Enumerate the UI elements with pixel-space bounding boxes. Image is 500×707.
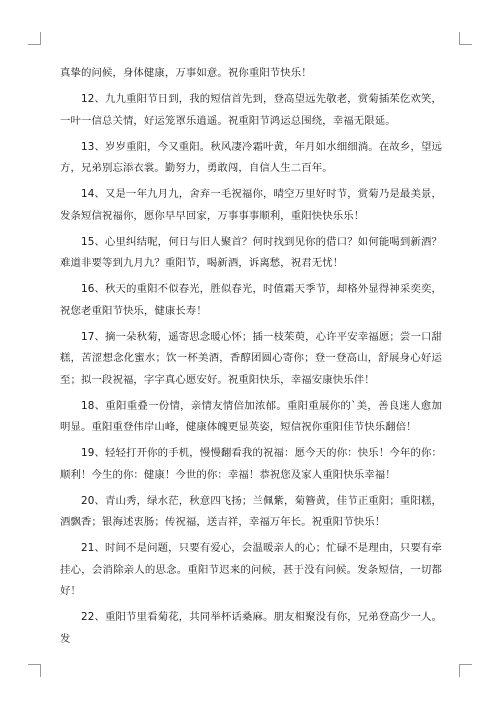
corner-mark-bottom-right <box>459 664 472 665</box>
paragraph: 18、重阳重叠一份情，亲情友情倍加浓郁。重阳重展你的`美，善良迷人愈加明显。重阳重登伟岸山峰，健康体魄更显英姿，短信祝你重阳佳节快乐翻倍！ <box>60 399 442 433</box>
paragraph: 14、又是一年九月九，舍弃一毛祝福你，晴空万里好时节，赏菊乃是最美景，发条短信祝福你，愿你早早回家，万事事事顺利，重阳快快乐乐！ <box>60 188 442 222</box>
corner-mark-bottom-left <box>40 664 41 677</box>
paragraph: 17、摘一朵秋菊，遥寄思念暖心怀；插一枝茱萸，心许平安幸福愿；尝一口甜糕，苦涩想念化蜜水；饮一杯美酒，香醇团圆心寄你；登一登高山，舒展身心好运至；拟一段祝福，字字真心愿安好。祝重阳快乐，幸福安康快乐伴！ <box>60 330 442 386</box>
corner-mark-top-right <box>459 32 460 45</box>
paragraph: 15、心里纠结呢，何日与旧人聚首？何时找到见你的借口？如何能喝到新酒？难道非要等到九月九？重阳节，喝新酒，诉离愁，祝君无忧！ <box>60 235 442 269</box>
paragraph: 12、九九重阳节日到，我的短信首先到，登高望远先敬老，赏菊插茱仡欢笑，一叶一信总关情，好运笼罩乐逍遥。祝重阳节鸿运总围绕，幸福无限延。 <box>60 93 442 127</box>
corner-mark-bottom-right <box>459 664 460 677</box>
paragraph: 13、岁岁重阳，今又重阳。秋风凄冷霜叶黄，年月如水细细淌。在故乡，望远方，兄弟别忘添衣裳。勤努力，勇敢闯，自信人生二百年。 <box>60 140 442 174</box>
paragraph: 16、秋天的重阳不似春光，胜似春光，时值霜天季节，却格外显得神采奕奕，祝您老重阳节快乐，健康长寿！ <box>60 283 442 317</box>
paragraph: 21、时间不是问题，只要有爱心，会温暖亲人的心；忙碌不是理由，只要有牵挂心，会消除亲人的思念。重阳节迟来的问候，甚于没有问候。发条短信，一切都好！ <box>60 542 442 597</box>
document-body <box>60 63 442 655</box>
paragraph: 19、轻轻打开你的手机，慢慢翻看我的祝福：愿今天的你：快乐！今年的你：顺利！今生的你：健康！今世的你：幸福！恭祝您及家人重阳快乐幸福！ <box>60 447 442 481</box>
corner-mark-top-left <box>40 32 41 45</box>
paragraph: 真挚的问候，身体健康，万事如意。祝你重阳节快乐！ <box>60 67 312 79</box>
paragraph: 20、青山秀，绿水茫，秋意四飞扬；兰佩紫，菊簪黄，佳节正重阳；重阳糕，酒飘香；银海述衷肠；传祝福，送吉祥，幸福万年长。祝重阳节快乐！ <box>60 494 442 528</box>
corner-mark-top-right <box>459 44 472 45</box>
paragraph: 22、重阳节里看菊花，共同举杯话桑麻。朋友相聚没有你，兄弟登高少一人。发 <box>60 611 442 645</box>
